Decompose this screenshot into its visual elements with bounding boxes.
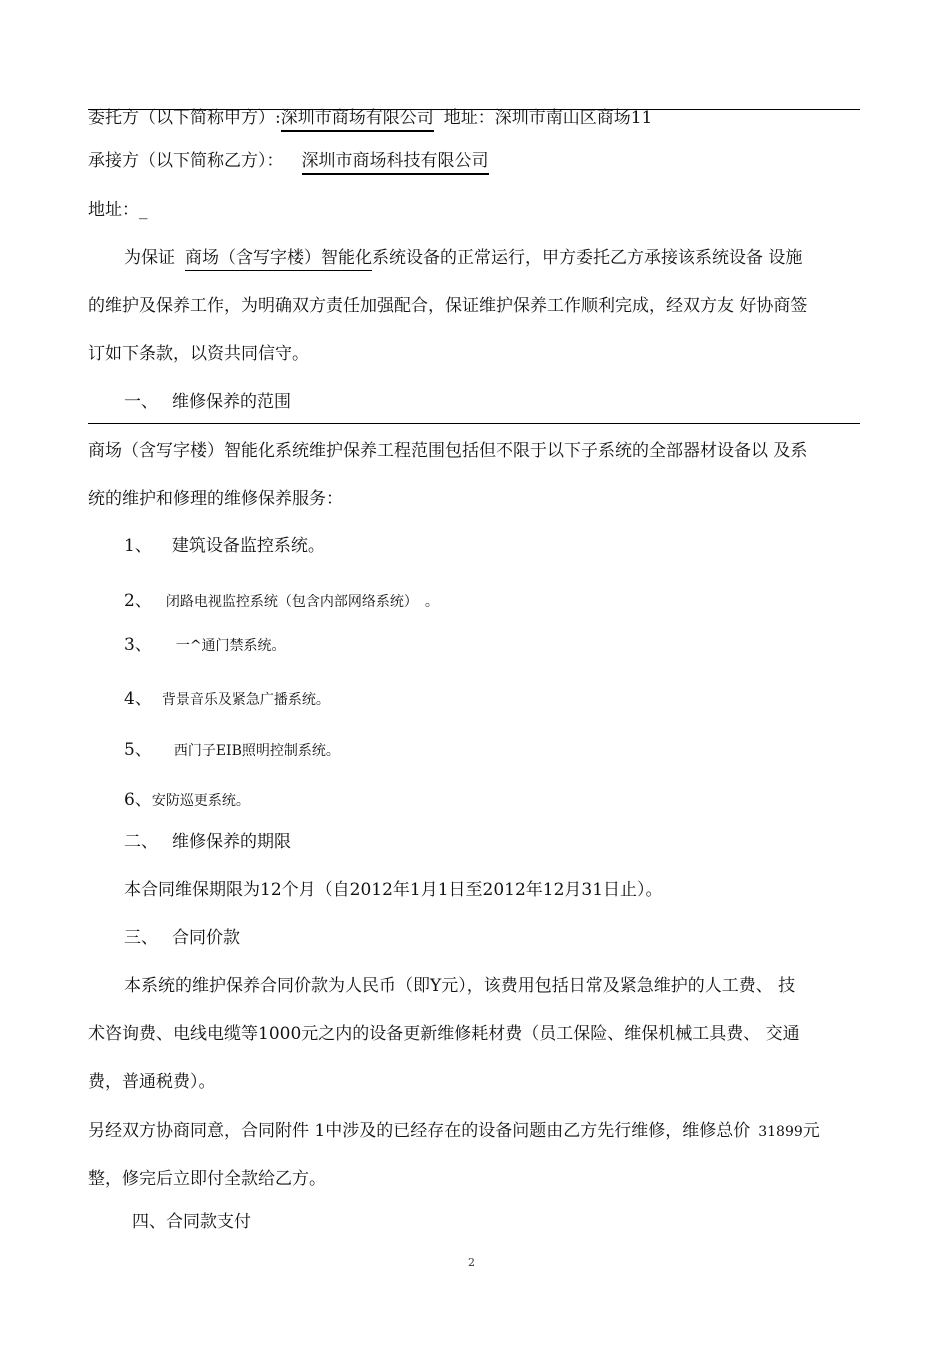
party-a-line xyxy=(88,107,652,129)
party-a-address: 深圳市南山区商场11 xyxy=(494,108,653,128)
section2-num: 二、 xyxy=(124,832,158,852)
list-item xyxy=(124,590,439,613)
section2-para: 本合同维保期限为12个月（自2012年1月1日至2012年12月31日止）。 xyxy=(124,880,663,900)
intro-line-3: 订如下条款，以资共同信守。 xyxy=(88,344,309,364)
intro-line-2: 的维护及保养工作，为明确双方责任加强配合，保证维护保养工作顺利完成，经双方友 好协商签 xyxy=(88,296,808,316)
section2-heading xyxy=(124,831,291,853)
party-b-address: 地址：_ xyxy=(88,200,148,220)
intro-pre: 为保证 xyxy=(124,248,175,268)
party-b-label: 承接方（以下简称乙方）： xyxy=(88,151,284,171)
section1-heading xyxy=(124,391,291,413)
list-item xyxy=(124,789,250,812)
list-item-num: 4、 xyxy=(124,689,152,709)
section1-num: 一、 xyxy=(124,392,158,412)
section3-extra-text: 另经双方协商同意，合同附件 1中涉及的已经存在的设备问题由乙方先行维修，维修总价 xyxy=(88,1121,751,1141)
list-item xyxy=(124,688,330,711)
repair-amount-unit: 元 xyxy=(802,1121,820,1141)
list-item xyxy=(124,634,286,657)
party-a-name: 深圳市商场有限公司 xyxy=(281,108,434,132)
list-item-text: 西门子EIB照明控制系统。 xyxy=(173,743,340,759)
section1-rule xyxy=(88,423,860,424)
list-item-text: 背景音乐及紧急广播系统。 xyxy=(161,692,330,708)
section3-extra-line-1 xyxy=(88,1120,820,1143)
section3-extra-line-2: 整，修完后立即付全款给乙方。 xyxy=(88,1169,326,1189)
section1-title: 维修保养的范围 xyxy=(172,392,291,412)
section2-title: 维修保养的期限 xyxy=(172,832,291,852)
section3-para-line-1: 本系统的维护保养合同价款为人民币（即Y元），该费用包括日常及紧急维护的人工费、 技 xyxy=(124,976,796,996)
section3-para-line-3: 费，普通税费）。 xyxy=(88,1072,216,1092)
section3-title: 合同价款 xyxy=(172,928,240,948)
list-item-num: 3、 xyxy=(124,635,152,655)
list-item xyxy=(124,535,325,557)
list-item-num: 6、 xyxy=(124,790,152,810)
list-item-text: 建筑设备监控系统。 xyxy=(171,536,325,556)
list-item-text: 一^通门禁系统。 xyxy=(175,638,286,654)
intro-line-1 xyxy=(124,247,802,269)
party-b-line xyxy=(88,150,489,172)
section3-num: 三、 xyxy=(124,928,158,948)
section1-para-line-1: 商场（含写字楼）智能化系统维护保养工程范围包括但不限于以下子系统的全部器材设备以 及系 xyxy=(88,441,808,461)
list-item-text: 安防巡更系统。 xyxy=(151,793,250,809)
party-a-address-label: 地址： xyxy=(443,108,495,128)
section1-para-line-2: 统的维护和修理的维修保养服务： xyxy=(88,489,343,509)
section3-heading xyxy=(124,927,240,949)
list-item-num: 2、 xyxy=(124,591,152,611)
party-b-name: 深圳市商场科技有限公司 xyxy=(302,151,489,175)
intro-line1-rest: 系统设备的正常运行，甲方委托乙方承接该系统设备 设施 xyxy=(372,248,803,268)
page-number: 2 xyxy=(468,1256,475,1269)
section3-para-line-2: 术咨询费、电线电缆等1000元之内的设备更新维修耗材费（员工保险、维保机械工具费、 交通 xyxy=(88,1024,800,1044)
section4-heading: 四、合同款支付 xyxy=(132,1212,251,1232)
repair-amount: 31899 xyxy=(758,1124,803,1140)
list-item xyxy=(124,739,340,762)
list-item-text: 闭路电视监控系统（包含内部网络系统） 。 xyxy=(165,594,439,610)
intro-project: 商场（含写字楼）智能化 xyxy=(185,248,372,271)
party-a-label: 委托方（以下简称甲方）: xyxy=(88,108,281,128)
list-item-num: 5、 xyxy=(124,740,152,760)
list-item-num: 1、 xyxy=(124,536,152,556)
